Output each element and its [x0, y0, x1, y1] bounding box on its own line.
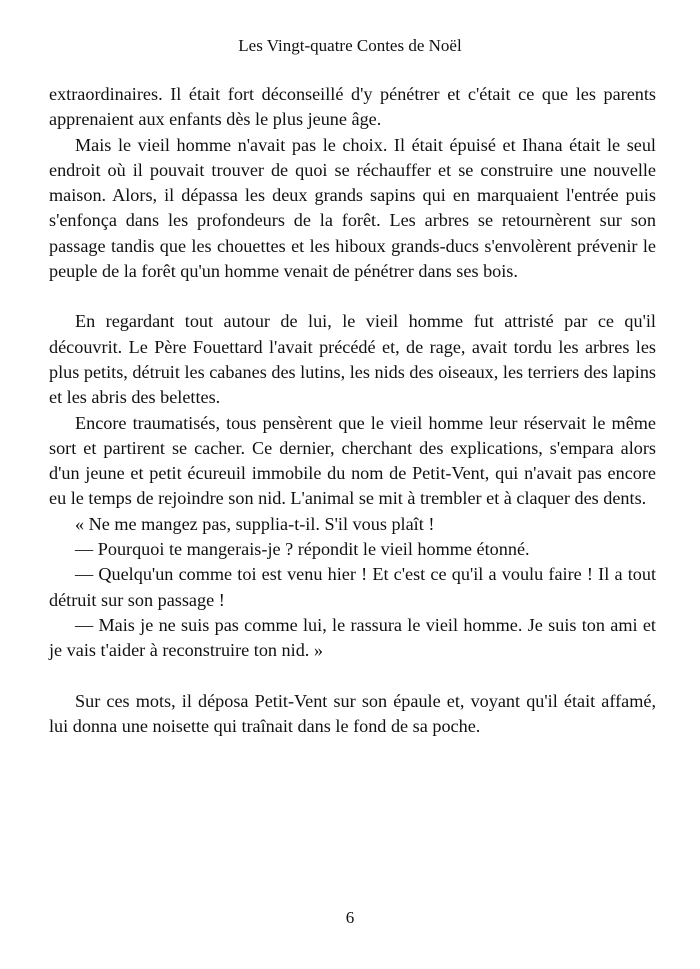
body-text [49, 82, 656, 739]
paragraph-break [49, 284, 656, 309]
paragraph: extraordinaires. Il était fort déconseillé d'y pénétrer et c'était ce que les parents apprenaient aux enfants dès le plus jeune âge. [49, 84, 656, 130]
paragraph: Encore traumatisés, tous pensèrent que le vieil homme leur réservait le même sort et partirent se cacher. Ce dernier, cherchant des explications, s'empara alors d'un jeune et petit écureuil immobile du nom de Petit-Vent, qui n'avait pas encore eu le temps de rejoindre son nid. L'animal se mit à trembler et à claquer des dents. [49, 412, 656, 509]
dialogue-line: — Mais je ne suis pas comme lui, le rassura le vieil homme. Je suis ton ami et je vais t'aider à reconstruire ton nid. » [49, 614, 656, 661]
paragraph-break [49, 664, 656, 689]
paragraph: Sur ces mots, il déposa Petit-Vent sur son épaule et, voyant qu'il était affamé, lui donna une noisette qui traînait dans le fond de sa poche. [49, 690, 656, 736]
dialogue-line: « Ne me mangez pas, supplia-t-il. S'il vous plaît ! [75, 513, 435, 534]
paragraph: En regardant tout autour de lui, le vieil homme fut attristé par ce qu'il découvrit. Le Père Fouettard l'avait précédé et, de rage, avait tordu les arbres les plus petits, détruit les cabanes des lutins, les nids des oiseaux, les terriers des lapins et les abris des belettes. [49, 311, 656, 408]
paragraph: Mais le vieil homme n'avait pas le choix. Il était épuisé et Ihana était le seul endroit où il pouvait trouver de quoi se réchauffer et se construire une nouvelle maison. Alors, il dépassa les deux grands sapins qui en marquaient l'entrée puis s'enfonça dans les profondeurs de la forêt. Les arbres se retournèrent sur son passage tandis que les chouettes et les hiboux grands-ducs s'envolèrent prévenir le peuple de la forêt qu'un homme venait de pénétrer dans ses bois. [49, 134, 656, 282]
running-header: Les Vingt-quatre Contes de Noël [238, 36, 462, 55]
dialogue-line: — Pourquoi te mangerais-je ? répondit le vieil homme étonné. [75, 539, 530, 560]
dialogue-line: — Quelqu'un comme toi est venu hier ! Et c'est ce qu'il a voulu faire ! Il a tout détruit sur son passage ! [49, 564, 656, 610]
page-number: 6 [345, 908, 355, 927]
